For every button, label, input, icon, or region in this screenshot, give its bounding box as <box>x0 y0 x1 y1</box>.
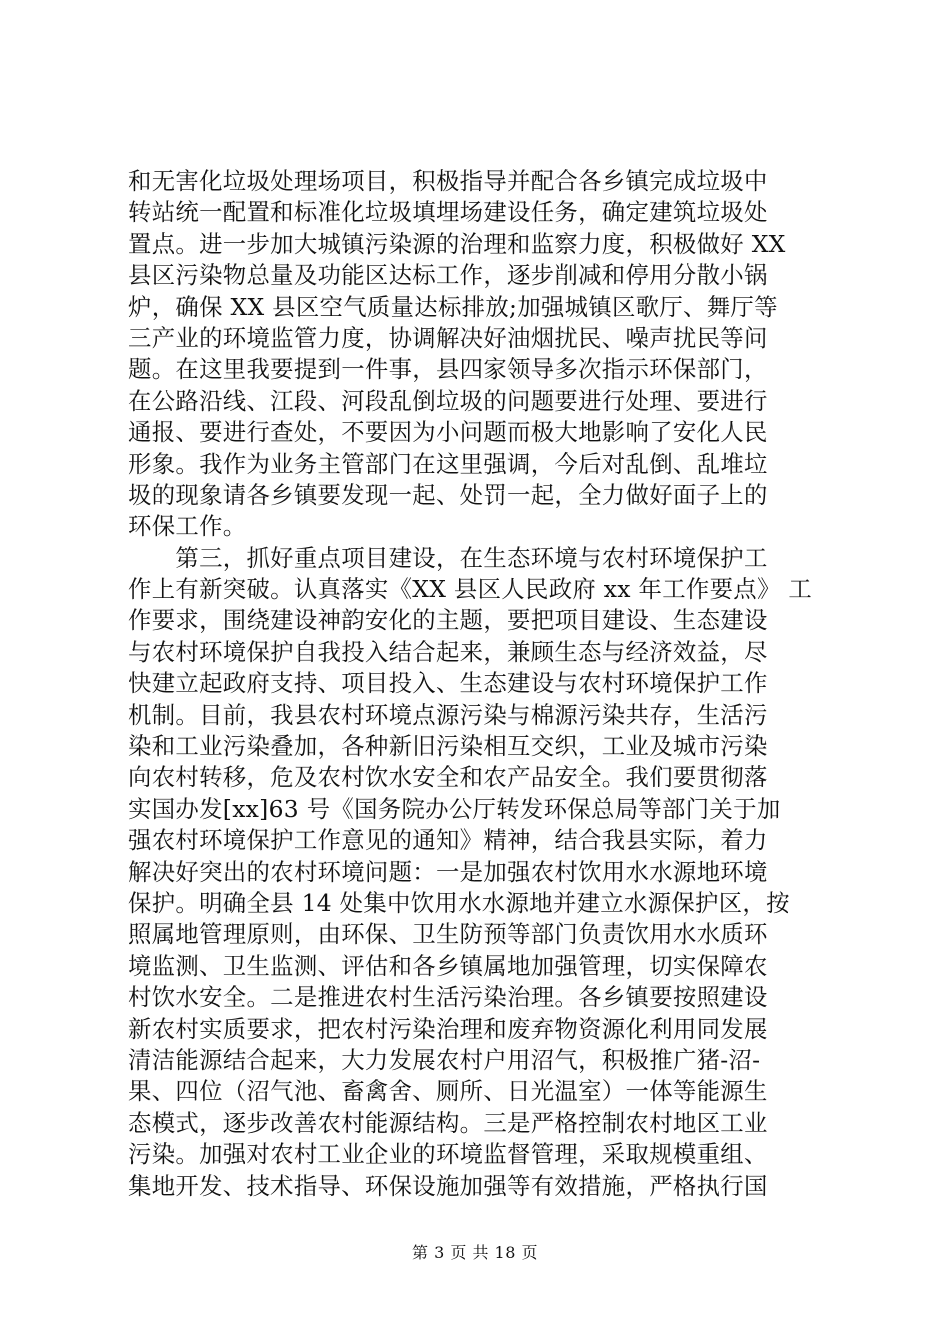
text-line: 境监测、卫生监测、评估和各乡镇属地加强管理，切实保障农 <box>128 951 768 980</box>
text-line: 清洁能源结合起来，大力发展农村户用沼气，积极推广猪-沼- <box>128 1045 761 1074</box>
text-line: 第三，抓好重点项目建设，在生态环境与农村环境保护工 <box>128 543 768 572</box>
text-line: 县区污染物总量及功能区达标工作，逐步削减和停用分散小锅 <box>128 261 768 290</box>
text-line: 解决好突出的农村环境问题：一是加强农村饮用水水源地环境 <box>128 857 768 886</box>
text-line: 三产业的环境监管力度，协调解决好油烟扰民、噪声扰民等问 <box>128 323 768 352</box>
text-line: 题。在这里我要提到一件事，县四家领导多次指示环保部门， <box>128 355 768 384</box>
text-line: 置点。进一步加大城镇污染源的治理和监察力度，积极做好 XX <box>128 229 786 258</box>
text-line: 集地开发、技术指导、环保设施加强等有效措施，严格执行国 <box>128 1171 768 1200</box>
text-line: 照属地管理原则，由环保、卫生防预等部门负责饮用水水质环 <box>128 920 768 949</box>
text-line: 和无害化垃圾处理场项目，积极指导并配合各乡镇完成垃圾中 <box>128 167 768 195</box>
text-line: 新农村实质要求，把农村污染治理和废弃物资源化利用同发展 <box>128 1014 768 1043</box>
text-line: 污染。加强对农村工业企业的环境监督管理，采取规模重组、 <box>128 1140 768 1169</box>
text-line: 强农村环境保护工作意见的通知》精神，结合我县实际，着力 <box>128 826 768 855</box>
text-line: 在公路沿线、江段、河段乱倒垃圾的问题要进行处理、要进行 <box>128 386 768 415</box>
page-footer <box>0 1243 950 1263</box>
text-line: 炉，确保 XX 县区空气质量达标排放;加强城镇区歌厅、舞厅等 <box>128 292 778 321</box>
text-line: 村饮水安全。二是推进农村生活污染治理。各乡镇要按照建设 <box>128 983 768 1012</box>
text-line: 果、四位（沼气池、畜禽舍、厕所、日光温室）一体等能源生 <box>128 1077 768 1106</box>
body-text <box>128 166 828 1202</box>
text-line: 环保工作。 <box>128 512 247 541</box>
text-line: 形象。我作为业务主管部门在这里强调，今后对乱倒、乱堆垃 <box>128 449 768 478</box>
text-line: 机制。目前，我县农村环境点源污染与棉源污染共存，生活污 <box>128 700 768 729</box>
text-line: 通报、要进行查处，不要因为小问题而极大地影响了安化人民 <box>128 418 768 447</box>
text-line: 转站统一配置和标准化垃圾填埋场建设任务，确定建筑垃圾处 <box>128 198 768 227</box>
text-line: 保护。明确全县 14 处集中饮用水水源地并建立水源保护区，按 <box>128 888 790 917</box>
text-line: 快建立起政府支持、项目投入、生态建设与农村环境保护工作 <box>128 669 768 698</box>
text-line: 作上有新突破。认真落实《XX 县区人民政府 xx 年工作要点》 工 <box>128 575 813 604</box>
page-number-label: 第 3 页 共 18 页 <box>412 1243 538 1262</box>
text-line: 染和工业污染叠加，各种新旧污染相互交织，工业及城市污染 <box>128 732 768 761</box>
text-line: 与农村环境保护自我投入结合起来，兼顾生态与经济效益，尽 <box>128 637 768 666</box>
text-line: 圾的现象请各乡镇要发现一起、处罚一起，全力做好面子上的 <box>128 480 768 509</box>
text-line: 态模式，逐步改善农村能源结构。三是严格控制农村地区工业 <box>128 1108 768 1137</box>
text-line: 向农村转移，危及农村饮水安全和农产品安全。我们要贯彻落 <box>128 763 768 792</box>
text-line: 实国办发[xx]63 号《国务院办公厅转发环保总局等部门关于加 <box>128 794 781 823</box>
text-line: 作要求，围绕建设神韵安化的主题，要把项目建设、生态建设 <box>128 606 768 635</box>
